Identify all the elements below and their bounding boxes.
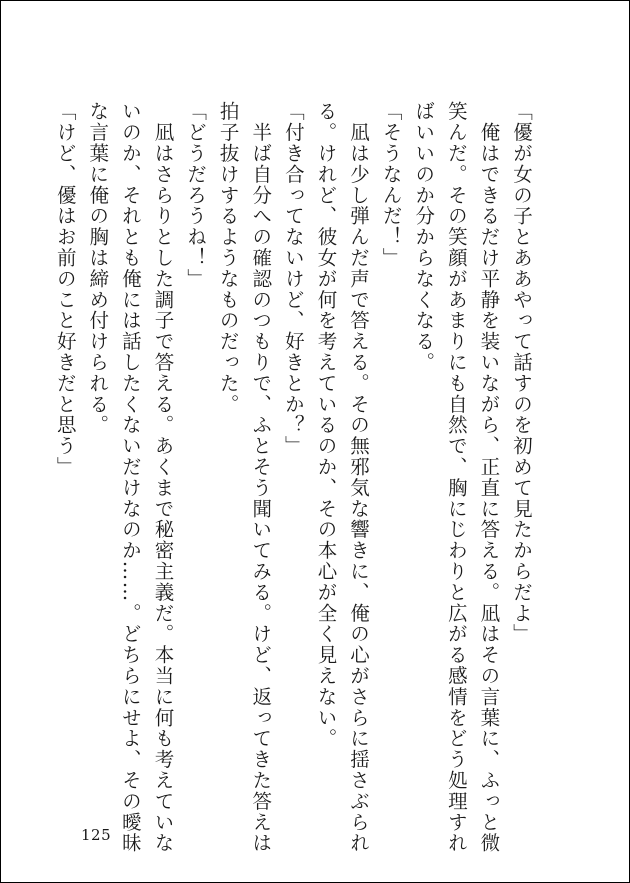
text-line: 「そうなんだ！」 [379,101,403,269]
text-line: 「けど、優はお前のこと好きだと思う」 [53,101,77,478]
page-number: 125 [81,826,112,844]
text-line: 凪はさらりとした調子で答える。あくまで秘密主義だ。本当に何も考えていな [151,101,175,854]
text-line: る。けれど、彼女が何を考えているのか、その本心が全く見えない。 [314,101,338,749]
text-line: 「優が女の子とああやって話すのを初めて見たからだよ」 [510,101,533,645]
text-line: 俺はできるだけ平静を装いながら、正直に答える。凪はその言葉に、ふっと微 [477,101,501,854]
text-line: いのか、それとも俺には話したくないだけなのか……。どちらにせよ、その曖昧 [118,101,142,854]
text-line: 半ば自分への確認のつもりで、ふとそう聞いてみる。けど、返ってきた答えは [249,101,273,854]
text-line: ばいいのか分からなくなる。 [412,101,436,373]
text-line: 凪は少し弾んだ声で答える。その無邪気な響きに、俺の心がさらに揺さぶられ [347,101,371,854]
text-line: 拍子抜けするようなものだった。 [216,101,240,415]
text-line: な言葉に俺の胸は締め付けられる。 [86,101,110,436]
text-line: 笑んだ。その笑顔があまりにも自然で、胸にじわりと広がる感情をどう処理すれ [444,101,468,854]
text-line: 「どうだろうね！」 [184,101,208,290]
text-line: 「付き合ってないけど、好きとか？」 [281,101,305,457]
